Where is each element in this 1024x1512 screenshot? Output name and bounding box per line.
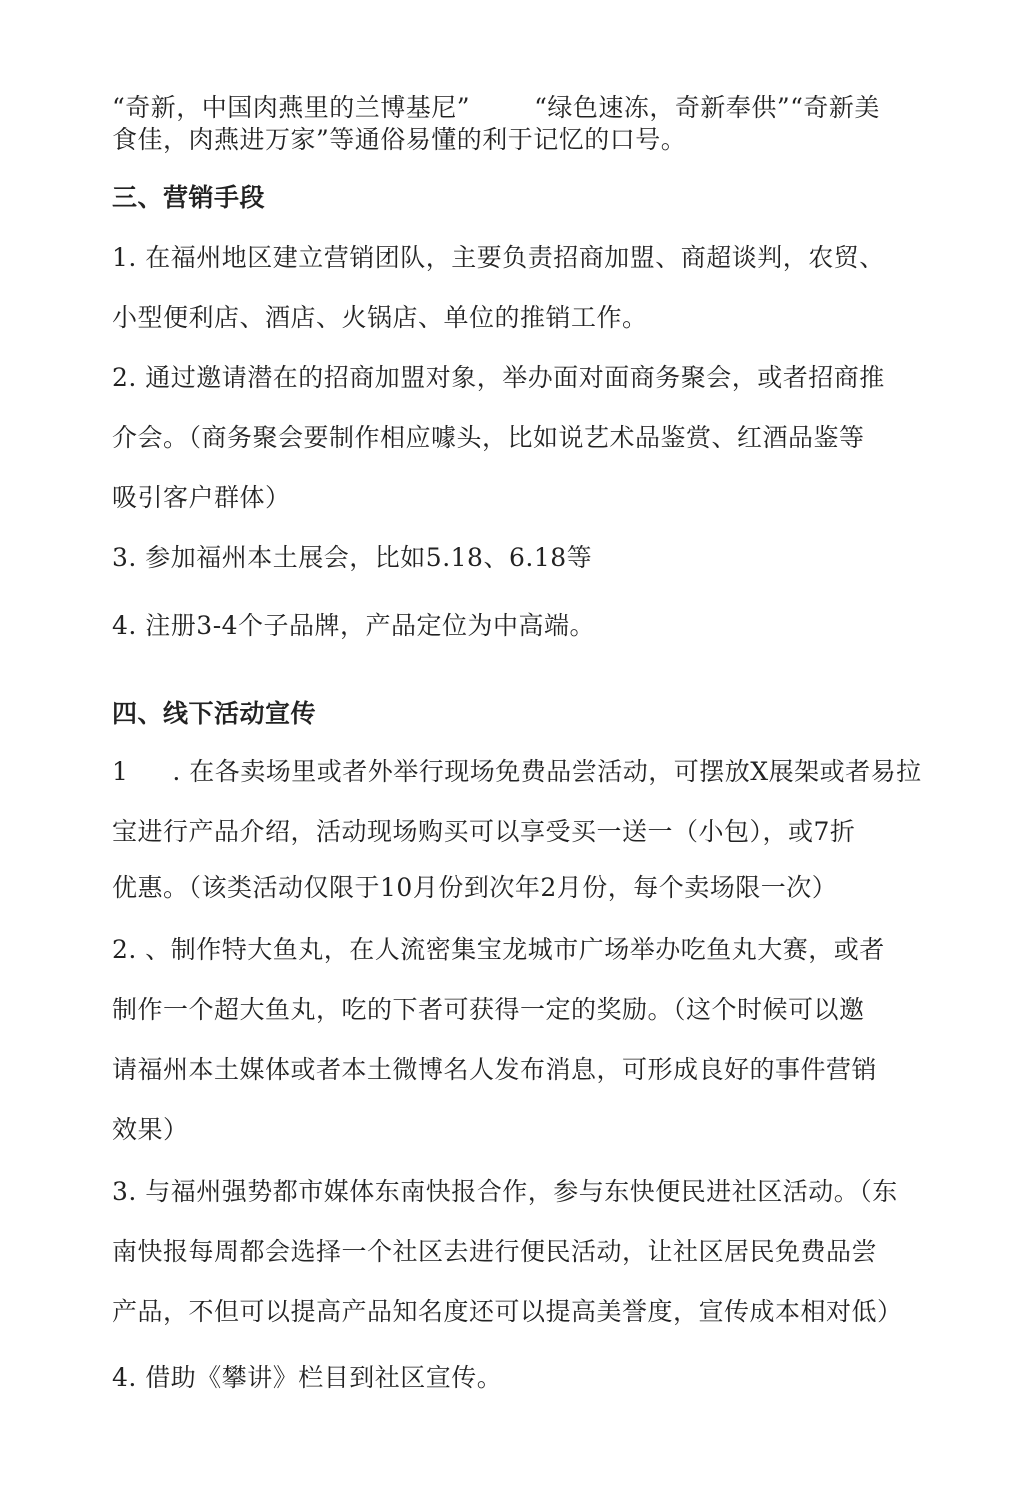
section-3-item-2-line-2: 介会。（商务聚会要制作相应噱头，比如说艺术品鉴赏、红酒品鉴等 <box>112 423 865 452</box>
section-3-heading: 三、营销手段 <box>112 183 266 212</box>
section-4-item-4: 4. 借助《攀讲》栏目到社区宣传。 <box>112 1363 503 1392</box>
section-4-item-2-line-1: 2. 、制作特大鱼丸，在人流密集宝龙城市广场举办吃鱼丸大赛，或者 <box>112 935 885 964</box>
slogan-2: “绿色速冻，奇新奉供”“奇新美 <box>534 93 880 122</box>
section-4-item-3-line-2: 南快报每周都会选择一个社区去进行便民活动，让社区居民免费品尝 <box>112 1237 878 1266</box>
section-3-item-4: 4. 注册3-4个子品牌，产品定位为中高端。 <box>112 611 596 640</box>
section-3-item-1-line-1: 1. 在福州地区建立营销团队，主要负责招商加盟、商超谈判，农贸、 <box>112 243 885 272</box>
section-3-item-2-line-1: 2. 通过邀请潜在的招商加盟对象，举办面对面商务聚会，或者招商推 <box>112 363 885 392</box>
section-3-item-3: 3. 参加福州本土展会，比如5.18、6.18等 <box>112 543 593 572</box>
section-4-item-3-line-1: 3. 与福州强势都市媒体东南快报合作，参与东快便民进社区活动。（东 <box>112 1177 898 1206</box>
section-4-item-2-line-4: 效果） <box>112 1115 189 1144</box>
section-4-heading: 四、线下活动宣传 <box>112 699 317 728</box>
section-4-item-3-line-3: 产品，不但可以提高产品知名度还可以提高美誉度，宣传成本相对低） <box>112 1297 903 1326</box>
section-4-item-1-line-3: 优惠。（该类活动仅限于10月份到次年2月份，每个卖场限一次） <box>112 873 838 902</box>
section-3-item-1-line-2: 小型便利店、酒店、火锅店、单位的推销工作。 <box>112 303 648 332</box>
intro-line-2: 食佳，肉燕进万家”等通俗易懂的利于记忆的口号。 <box>112 125 687 154</box>
section-4-item-1-number: 1 <box>112 757 129 786</box>
section-4-item-1-line-1 <box>112 756 922 788</box>
intro-line-1 <box>112 92 922 124</box>
section-4-item-2-line-3: 请福州本土媒体或者本土微博名人发布消息，可形成良好的事件营销 <box>112 1055 878 1084</box>
section-4-item-2-line-2: 制作一个超大鱼丸，吃的下者可获得一定的奖励。（这个时候可以邀 <box>112 995 865 1024</box>
section-4-item-1-text: . 在各卖场里或者外举行现场免费品尝活动，可摆放X展架或者易拉 <box>172 757 922 786</box>
slogan-1: “奇新，中国肉燕里的兰博基尼” <box>112 93 471 122</box>
section-4-item-1-line-2: 宝进行产品介绍，活动现场购买可以享受买一送一（小包），或7折 <box>112 817 856 846</box>
section-3-item-2-line-3: 吸引客户群体） <box>112 483 291 512</box>
